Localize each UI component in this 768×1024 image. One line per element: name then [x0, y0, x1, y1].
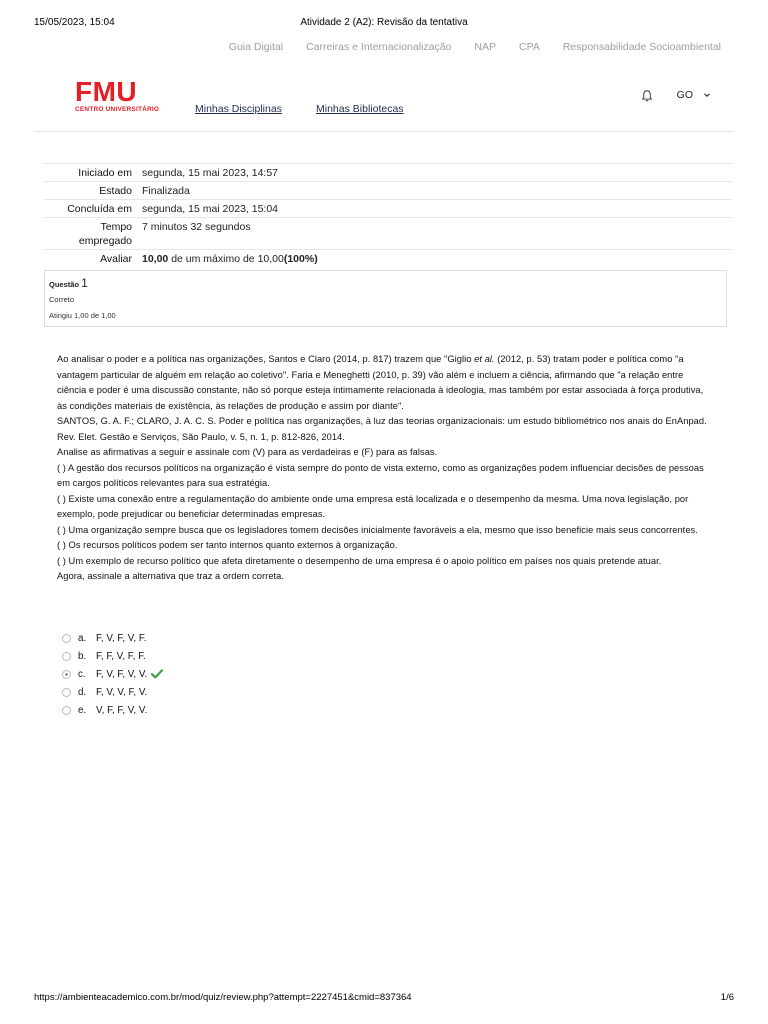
question-number-value: 1	[81, 276, 88, 290]
answer-text: F, V, V, F, V.	[96, 686, 148, 698]
question-text-part: (2012, p. 53) tratam poder e política como "a vantagem particular de alguém em relação ao coletivo". Faria e Meneghetti (2010, p. 39) vão além e incluem a ciência, afirmando que "a relação entre ciência e poder é uma discussão constante, não só porque esteja intimamente relacionada à ideologia, mas também por estar associada à força produtiva, às condições materiais de existência, às relações de produção e assim por diante".	[57, 354, 704, 411]
question-paragraph	[57, 352, 715, 414]
logo-subtitle: CENTRO UNIVERSITÁRIO	[75, 106, 160, 113]
nav-my-libraries[interactable]: Minhas Bibliotecas	[316, 103, 404, 115]
summary-label-line1: Tempo	[100, 221, 132, 233]
checkmark-icon	[151, 669, 163, 679]
summary-label-line2: empregado	[78, 235, 132, 247]
answer-text: F, F, V, F, F.	[96, 650, 146, 662]
question-statement: ( ) Uma organização sempre busca que os legisladores tomem decisões inicialmente favoráveis a ela, mesmo que isso beneficie mais seus concorrentes.	[57, 524, 698, 535]
summary-row-time	[44, 217, 732, 249]
summary-label: Iniciado em	[78, 167, 132, 179]
answer-option-e[interactable]	[62, 701, 163, 719]
answer-letter: a.	[78, 632, 87, 644]
toplink-nap[interactable]: NAP	[474, 41, 496, 53]
logo-wordmark: FMU	[75, 76, 138, 107]
answer-letter: e.	[78, 704, 87, 716]
user-initials: GO	[676, 89, 693, 101]
user-menu[interactable]	[677, 89, 711, 101]
radio-button-selected[interactable]	[62, 670, 71, 679]
summary-value: Finalizada	[142, 185, 190, 197]
answer-option-b[interactable]	[62, 647, 163, 665]
answer-letter: c.	[78, 668, 86, 680]
print-title: Atividade 2 (A2): Revisão da tentativa	[300, 17, 468, 28]
summary-row-started	[44, 163, 732, 181]
question-statement: ( ) Os recursos políticos podem ser tanto internos quanto externos à organização.	[57, 540, 398, 550]
nav-my-courses[interactable]: Minhas Disciplinas	[195, 103, 282, 115]
grade-score: 10,00	[142, 253, 169, 265]
toplink-cpa[interactable]: CPA	[519, 41, 540, 53]
toplink-guia-digital[interactable]: Guia Digital	[228, 41, 284, 53]
answer-letter: b.	[78, 650, 87, 662]
radio-button[interactable]	[62, 688, 71, 697]
question-instruction: Analise as afirmativas a seguir e assinale com (V) para as verdadeiras e (F) para as falsas.	[57, 447, 438, 457]
summary-value: 7 minutos 32 segundos	[142, 221, 251, 233]
question-prompt: Agora, assinale a alternativa que traz a ordem correta.	[57, 571, 285, 581]
toplink-responsabilidade[interactable]: Responsabilidade Socioambiental	[562, 41, 721, 53]
question-statement: ( ) A gestão dos recursos políticos na organização é vista sempre do ponto de vista externo, como as organizações podem influenciar decisões de pessoas em cargos políticos relevantes para sua estratégia.	[57, 462, 704, 488]
question-statement: ( ) Um exemplo de recurso político que afeta diretamente o desempenho de uma empresa é o apoio político em países nos quais pretende atuar.	[57, 555, 662, 566]
answer-letter: d.	[78, 686, 87, 698]
question-text	[57, 352, 715, 585]
radio-button[interactable]	[62, 652, 71, 661]
summary-label	[44, 220, 142, 248]
question-label: Questão	[49, 280, 80, 289]
summary-value	[142, 252, 732, 266]
question-info-box	[44, 270, 727, 327]
print-header	[34, 17, 734, 31]
answer-text: F, V, F, V, V.	[96, 668, 148, 680]
fmu-logo[interactable]	[75, 76, 170, 113]
answer-text: F, V, F, V, F.	[96, 632, 147, 644]
answer-option-c[interactable]	[62, 665, 163, 683]
chevron-down-icon	[703, 91, 711, 99]
attempt-summary	[44, 163, 732, 267]
question-text-italic: et al.	[474, 354, 495, 364]
summary-label: Concluída em	[67, 203, 132, 215]
summary-value: segunda, 15 mai 2023, 15:04	[142, 203, 279, 215]
print-footer	[34, 992, 734, 1006]
question-number	[49, 276, 722, 290]
answer-option-a[interactable]	[62, 629, 163, 647]
grade-mid: de um máximo de 10,00	[168, 253, 284, 265]
radio-button[interactable]	[62, 706, 71, 715]
print-datetime: 15/05/2023, 15:04	[34, 17, 115, 28]
answer-options	[62, 629, 163, 719]
print-page-number: 1/6	[720, 992, 734, 1003]
summary-label: Estado	[99, 185, 132, 197]
toplink-carreiras[interactable]: Carreiras e Internacionalização	[306, 41, 452, 53]
print-url: https://ambienteacademico.com.br/mod/quiz/review.php?attempt=2227451&cmid=837364	[34, 992, 412, 1003]
answer-text: V, F, F, V, V.	[96, 704, 148, 716]
top-links	[229, 41, 721, 53]
main-navbar	[34, 74, 734, 132]
grade-percent: (100%)	[283, 253, 318, 265]
summary-row-completed	[44, 199, 732, 217]
bell-icon[interactable]	[640, 89, 654, 103]
summary-row-state	[44, 181, 732, 199]
question-grade: Atingiu 1,00 de 1,00	[49, 311, 116, 320]
answer-option-d[interactable]	[62, 683, 163, 701]
summary-value: segunda, 15 mai 2023, 14:57	[142, 167, 279, 179]
question-statement: ( ) Existe uma conexão entre a regulamentação do ambiente onde uma empresa está localizada e o desempenho da mesma. Uma nova legislação, por exemplo, pode prejudicar ou beneficiar determinadas empresas.	[57, 493, 689, 519]
question-text-part: Ao analisar o poder e a política nas organizações, Santos e Claro (2014, p. 817) trazem que "Giglio	[57, 354, 475, 364]
summary-label: Avaliar	[100, 253, 132, 265]
radio-button[interactable]	[62, 634, 71, 643]
summary-row-grade	[44, 249, 732, 267]
question-state: Correto	[49, 295, 75, 304]
question-reference: SANTOS, G. A. F.; CLARO, J. A. C. S. Poder e política nas organizações, à luz das teorias organizacionais: um estudo bibliométrico nos anais do EnAnpad. Rev. Elet. Gestão e Serviços, São Paulo, v. 5, n. 1, p. 812-826, 2014.	[57, 416, 707, 442]
